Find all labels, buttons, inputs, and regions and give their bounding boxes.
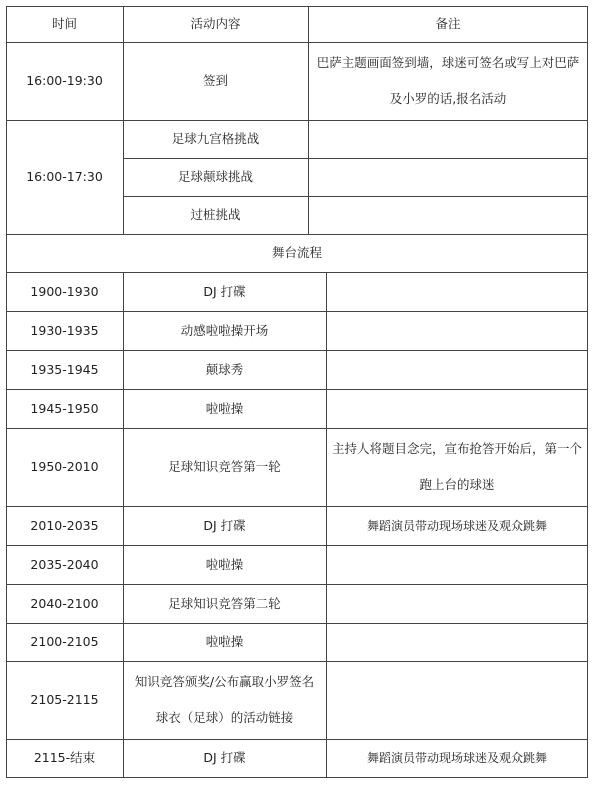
stage-row-note xyxy=(326,350,588,389)
stage-row-content: 颠球秀 xyxy=(205,361,244,377)
header-content: 活动内容 xyxy=(190,16,241,31)
stage-row-note xyxy=(326,545,588,584)
stage-row-time: 2040-2100 xyxy=(30,595,99,611)
stage-row-content: 动感啦啦操开场 xyxy=(180,322,269,338)
stage-row-note xyxy=(326,311,588,350)
grid-line xyxy=(6,311,588,312)
stage-row-note xyxy=(326,584,588,623)
challenge-item: 足球九宫格挑战 xyxy=(171,131,260,146)
stage-row-content: DJ 打碟 xyxy=(203,750,246,765)
grid-line xyxy=(6,272,588,273)
grid-line xyxy=(587,6,588,778)
grid-line xyxy=(123,196,588,197)
stage-row-time: 2010-2035 xyxy=(30,517,99,533)
grid-line xyxy=(6,42,588,43)
stage-row-content: DJ 打碟 xyxy=(203,283,246,299)
grid-line xyxy=(6,584,588,585)
grid-line xyxy=(326,272,327,778)
grid-line xyxy=(123,6,124,234)
stage-row-note: 舞蹈演员带动现场球迷及观众跳舞 xyxy=(366,518,547,533)
grid-line xyxy=(6,350,588,351)
grid-line xyxy=(123,158,588,159)
stage-row-note xyxy=(326,661,588,739)
grid-line xyxy=(6,777,588,778)
stage-row-time: 2105-2115 xyxy=(30,692,99,707)
stage-row-note: 主持人将题目念完，宣布抢答开始后，第一个跑上台的球迷 xyxy=(332,441,583,492)
grid-line xyxy=(6,623,588,624)
stage-row-note xyxy=(326,272,588,311)
row-signin-content: 签到 xyxy=(202,73,228,88)
stage-flow-title: 舞台流程 xyxy=(271,245,322,260)
row-signin-time: 16:00-19:30 xyxy=(26,73,103,88)
stage-row-content: 啦啦操 xyxy=(205,634,244,649)
stage-row-time: 1935-1945 xyxy=(30,361,99,377)
stage-row-content: 啦啦操 xyxy=(205,400,244,416)
grid-line xyxy=(6,545,588,546)
grid-line xyxy=(6,389,588,390)
grid-line xyxy=(6,6,588,7)
stage-row-time: 2100-2105 xyxy=(30,634,99,649)
header-note: 备注 xyxy=(435,16,461,31)
grid-line xyxy=(6,120,588,121)
grid-line xyxy=(123,272,124,778)
stage-row-content: 啦啦操 xyxy=(205,556,244,572)
grid-line xyxy=(6,506,588,507)
grid-line xyxy=(6,661,588,662)
stage-row-time: 1945-1950 xyxy=(30,400,99,416)
stage-row-note xyxy=(326,389,588,428)
stage-row-content: 足球知识竞答第一轮 xyxy=(168,459,281,474)
row-signin-note: 巴萨主题画面签到墙，球迷可签名或写上对巴萨及小罗的话,报名活动 xyxy=(316,55,580,106)
grid-line xyxy=(308,6,309,234)
stage-row-content: DJ 打碟 xyxy=(203,517,246,533)
stage-row-content: 知识竞答颁奖/公布赢取小罗签名球衣（足球）的活动链接 xyxy=(134,674,315,725)
stage-row-time: 1950-2010 xyxy=(30,459,99,474)
stage-row-note: 舞蹈演员带动现场球迷及观众跳舞 xyxy=(366,751,547,765)
challenge-item: 足球颠球挑战 xyxy=(177,169,253,184)
stage-row-note xyxy=(326,623,588,661)
grid-line xyxy=(6,234,588,235)
stage-row-time: 1930-1935 xyxy=(30,322,99,338)
stage-row-time: 1900-1930 xyxy=(30,283,99,299)
challenge-item: 过桩挑战 xyxy=(190,207,241,222)
stage-row-time: 2035-2040 xyxy=(30,556,99,572)
header-time: 时间 xyxy=(51,16,77,31)
row-challenges-time: 16:00-17:30 xyxy=(26,169,103,184)
grid-line xyxy=(6,428,588,429)
grid-line xyxy=(6,739,588,740)
stage-row-content: 足球知识竞答第二轮 xyxy=(168,595,281,611)
grid-line xyxy=(6,6,7,778)
stage-row-time: 2115-结束 xyxy=(33,750,96,765)
